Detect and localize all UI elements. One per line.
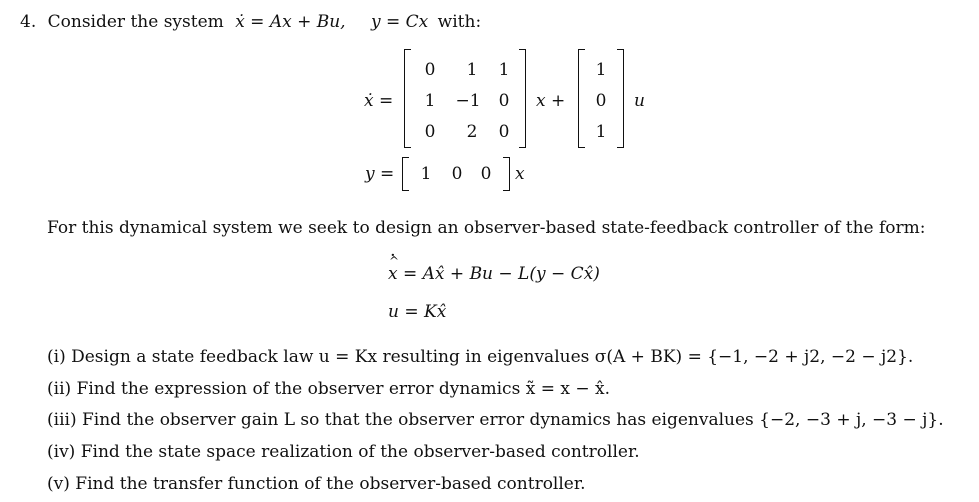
- x-label: x: [515, 164, 525, 184]
- matrix-B-cell: 1: [595, 60, 607, 80]
- problem-intro: Consider the system: [47, 12, 224, 32]
- matrix-B-cell: 0: [595, 91, 607, 111]
- matrix-B: [578, 50, 624, 147]
- task-item: (v) Find the transfer function of the observer-based controller.: [47, 474, 586, 494]
- problem-header: [20, 12, 481, 32]
- matrix-C-cell: 1: [420, 164, 432, 184]
- observer-equation-rhs: = Ax̂ + Bu − L(y − Cx̂): [403, 264, 600, 284]
- matrix-A-cell: 1: [498, 60, 510, 80]
- task-item: (iv) Find the state space realization of the observer-based controller.: [47, 442, 640, 462]
- matrix-A-cell: 2: [466, 122, 478, 142]
- y-label: y =: [365, 164, 395, 184]
- control-equation: u = Kx̂: [388, 302, 447, 322]
- matrix-C: [402, 158, 510, 190]
- matrix-A-cell: 0: [498, 122, 510, 142]
- matrix-A-cell: 0: [424, 122, 436, 142]
- matrix-A-cell: −1: [455, 91, 481, 111]
- problem-number: 4.: [20, 12, 37, 32]
- task-item: (ii) Find the expression of the observer error dynamics x̃ = x − x̂.: [47, 379, 610, 399]
- matrix-A: [404, 50, 526, 147]
- matrix-B-cell: 1: [595, 122, 607, 142]
- matrix-A-cell: 0: [498, 91, 510, 111]
- u-label: u: [634, 91, 645, 111]
- matrix-A-cell: 0: [424, 60, 436, 80]
- matrix-A-cell: 1: [424, 91, 436, 111]
- description: For this dynamical system we seek to design an observer-based state-feedback controller of the form:: [47, 218, 926, 238]
- matrix-C-cell: 0: [451, 164, 463, 184]
- matrix-A-cell: 1: [466, 60, 478, 80]
- x-plus-label: x +: [536, 91, 566, 111]
- matrix-C-cell: 0: [480, 164, 492, 184]
- with-label: with:: [437, 12, 482, 32]
- observer-equation: · x ^ = Ax̂ + Bu − L(y − Cx̂): [388, 264, 600, 284]
- task-item: (iii) Find the observer gain L so that the observer error dynamics has eigenvalues {−2, −3 + j, −3 − j}.: [47, 410, 944, 430]
- state-equation: ẋ = Ax + Bu,: [235, 12, 346, 32]
- xdot-label: ẋ =: [364, 91, 394, 111]
- task-item: (i) Design a state feedback law u = Kx resulting in eigenvalues σ(A + BK) = {−1, −2 + j2, −2 − j2}.: [47, 347, 914, 367]
- output-equation: y = Cx: [371, 12, 429, 32]
